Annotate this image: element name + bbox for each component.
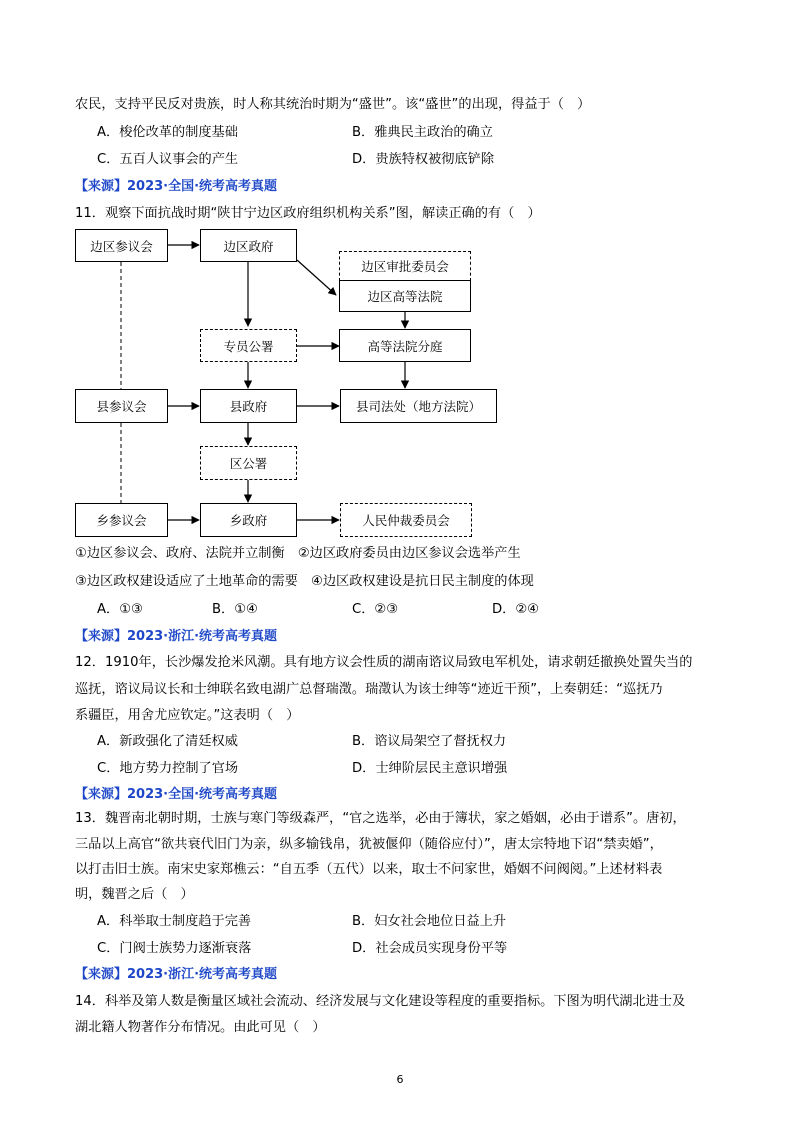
q12-stem-line3: 系疆臣，用舍尤应钦定。”这表明（ ）: [75, 708, 300, 723]
q13-stem-line3: 以打击旧士族。南宋史家郑樵云：“自五季（五代）以来，取士不问家世，婚姻不问阀阅。”上述材料表: [75, 862, 663, 877]
box-county-assembly: 县参议会: [75, 389, 168, 423]
q12-stem-line2: 巡抚，谘议局议长和士绅联名致电湖广总督瑞澂。瑞澂认为该士绅等“迹近干预”，上奏朝廷：“巡抚乃: [75, 682, 663, 697]
box-review-committee: 边区审批委员会: [339, 251, 471, 281]
q10-stem: 农民，支持平民反对贵族，时人称其统治时期为“盛世”。该“盛世”的出现，得益于（ ）: [75, 97, 591, 112]
q13-option-c[interactable]: C．门阀士族势力逐渐衰落: [97, 941, 252, 956]
q13-source: 【来源】2023·浙江·统考高考真题: [75, 967, 278, 982]
q10-option-c[interactable]: C．五百人议事会的产生: [97, 152, 239, 167]
q11-option-d[interactable]: D．②④: [492, 602, 539, 617]
q12-source: 【来源】2023·全国·统考高考真题: [75, 787, 278, 802]
q14-stem-line2: 湖北籍人物著作分布情况。由此可见（ ）: [75, 1020, 326, 1035]
q13-option-a[interactable]: A．科举取士制度趋于完善: [97, 914, 252, 929]
box-border-assembly: 边区参议会: [75, 229, 168, 262]
q11-stem: 11．观察下面抗战时期“陕甘宁边区政府组织机构关系”图，解读正确的有（ ）: [75, 206, 541, 221]
q13-option-b[interactable]: B．妇女社会地位日益上升: [352, 914, 507, 929]
q12-option-b[interactable]: B．谘议局架空了督抚权力: [352, 734, 507, 749]
q10-option-b[interactable]: B．雅典民主政治的确立: [352, 125, 493, 140]
q11-source: 【来源】2023·浙江·统考高考真题: [75, 629, 278, 644]
q12-option-a[interactable]: A．新政强化了清廷权威: [97, 734, 238, 749]
box-court-branch: 高等法院分庭: [339, 329, 471, 362]
q11-option-a[interactable]: A．①③: [97, 602, 143, 617]
q10-option-a[interactable]: A．梭伦改革的制度基础: [97, 125, 238, 140]
q13-stem-line2: 三品以上高官“欲共衰代旧门为亲，纵多输钱帛，犹被偃仰（随俗应付）”，唐太宗特地下诏“禁卖婚”，: [75, 837, 663, 852]
q11-statements-1: ①边区参议会、政府、法院并立制衡 ②边区政府委员由边区参议会选举产生: [75, 546, 521, 561]
q10-source: 【来源】2023·全国·统考高考真题: [75, 179, 278, 194]
box-commissioner: 专员公署: [200, 329, 297, 362]
q12-stem-line1: 12．1910年，长沙爆发抢米风潮。具有地方议会性质的湖南谘议局致电军机处，请求朝廷撤换处置失当的: [75, 655, 693, 670]
q13-stem-line4: 明，魏晋之后（ ）: [75, 887, 194, 902]
box-arbitration: 人民仲裁委员会: [340, 503, 472, 537]
box-county-judicial: 县司法处（地方法院）: [340, 389, 497, 423]
q12-option-c[interactable]: C．地方势力控制了官场: [97, 761, 239, 776]
q14-stem-line1: 14．科举及第人数是衡量区域社会流动、经济发展与文化建设等程度的重要指标。下图为明代湖北进士及: [75, 994, 686, 1009]
box-border-gov: 边区政府: [200, 229, 297, 262]
q12-option-d[interactable]: D．士绅阶层民主意识增强: [352, 761, 508, 776]
q11-option-c[interactable]: C．②③: [352, 602, 399, 617]
q11-option-b[interactable]: B．①④: [212, 602, 258, 617]
box-district-office: 区公署: [200, 446, 297, 480]
q13-option-d[interactable]: D．社会成员实现身份平等: [352, 941, 508, 956]
box-high-court: 边区高等法院: [339, 280, 471, 312]
arrow-gov-to-court: [297, 260, 336, 295]
page-number: 6: [396, 1073, 404, 1086]
q11-statements-2: ③边区政权建设适应了土地革命的需要 ④边区政权建设是抗日民主制度的体现: [75, 574, 534, 589]
box-township-assembly: 乡参议会: [75, 503, 168, 537]
box-county-gov: 县政府: [200, 389, 297, 423]
q10-option-d[interactable]: D．贵族特权被彻底铲除: [352, 152, 495, 167]
box-township-gov: 乡政府: [200, 503, 297, 537]
q13-stem-line1: 13．魏晋南北朝时期，士族与寒门等级森严，“官之选举，必由于簿状，家之婚姻，必由于谱系”。唐初，: [75, 811, 686, 826]
